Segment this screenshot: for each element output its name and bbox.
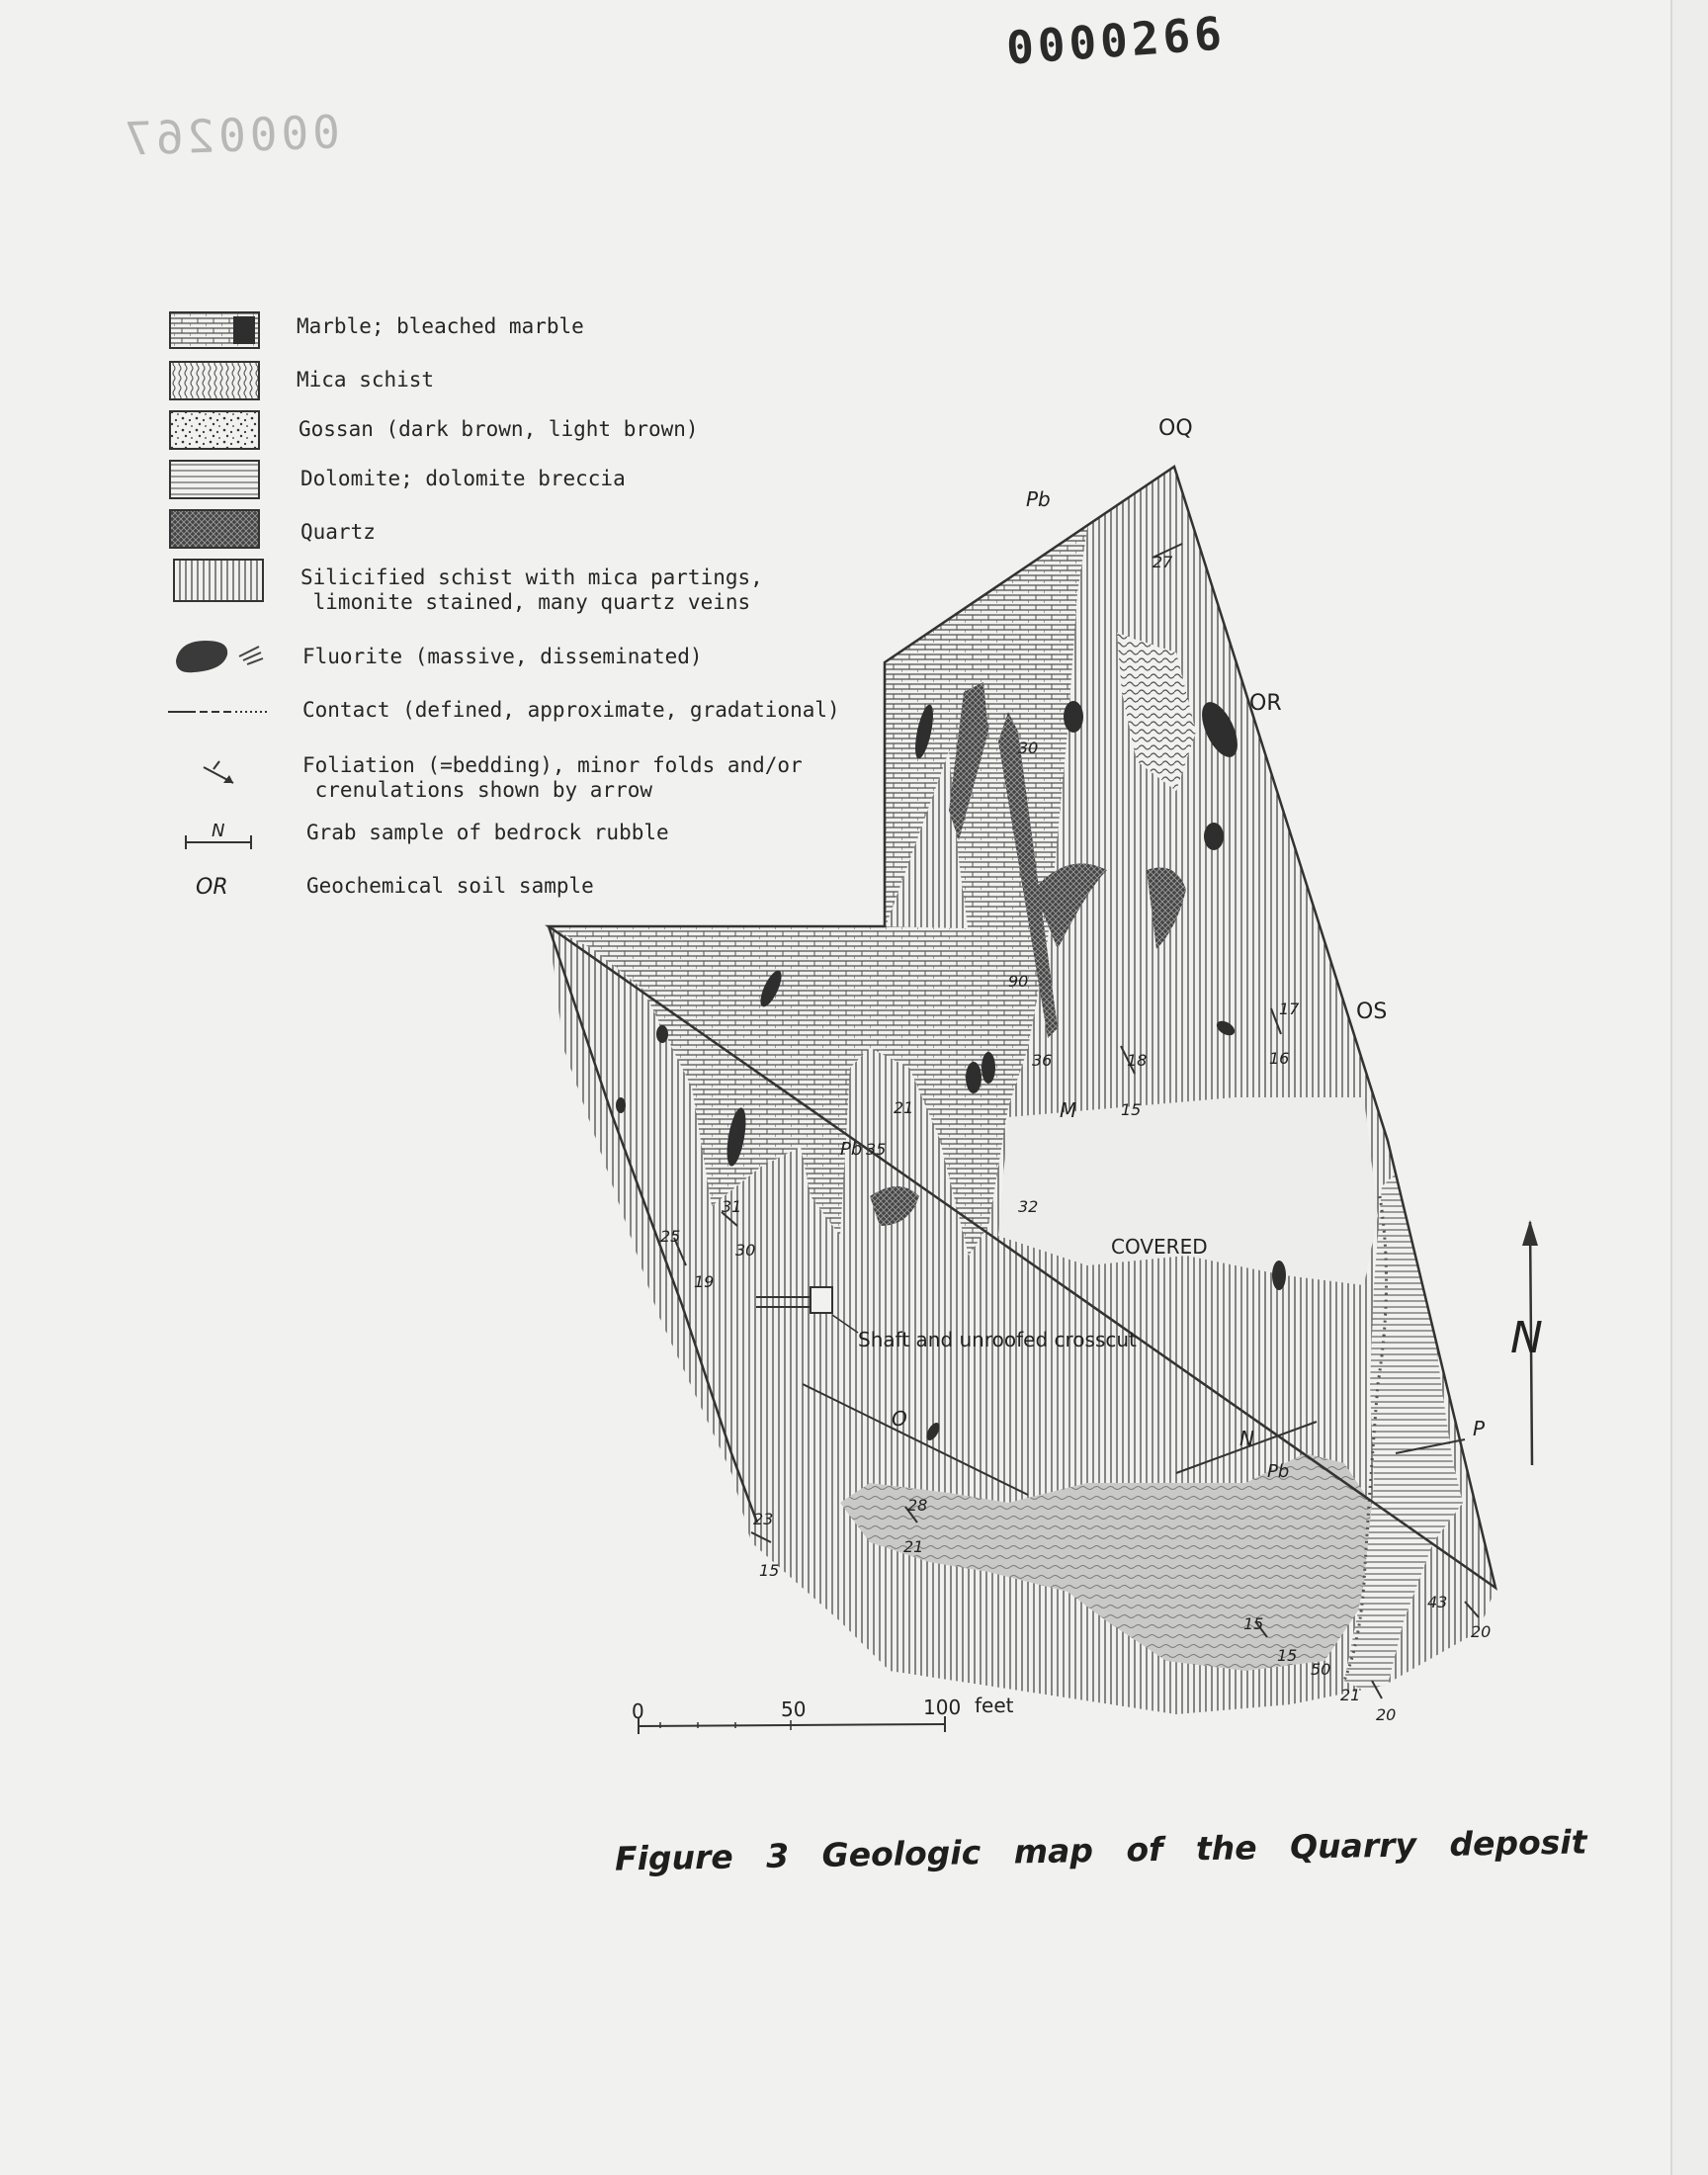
legend-grab-sample-letter: N <box>212 821 225 841</box>
legend-label-dolomite: Dolomite; dolomite breccia <box>300 467 626 490</box>
dip-value: 15 <box>1243 1614 1264 1633</box>
mineral-label-pb-north: Pb <box>1026 487 1051 511</box>
dip-value: 19 <box>694 1272 715 1291</box>
legend-swatch-fluorite-disseminated <box>239 647 263 664</box>
legend-swatch-quartz <box>170 510 259 548</box>
fluorite-pod <box>616 1097 626 1113</box>
dip-value: 36 <box>1032 1051 1053 1070</box>
document-number-stamp: 0000266 <box>1004 6 1228 75</box>
legend-label-soil-sample: Geochemical soil sample <box>306 874 594 898</box>
legend-label-foliation: Foliation (=bedding), minor folds and/or crenulations shown by arrow <box>302 753 803 802</box>
sample-line-label-o: O <box>892 1407 907 1431</box>
dip-value: 17 <box>1279 1000 1300 1018</box>
dip-value: 20 <box>1376 1705 1397 1724</box>
dip-value: 15 <box>759 1561 780 1580</box>
mineral-label-pb-west: Pb <box>840 1139 863 1160</box>
dip-value: 15 <box>1277 1646 1298 1665</box>
legend-swatch-dolomite <box>170 461 259 498</box>
bleed-through-stamp: 0000267 <box>120 105 341 166</box>
dip-value: 32 <box>1018 1197 1039 1216</box>
dip-value: 30 <box>735 1241 756 1260</box>
legend-label-quartz: Quartz <box>300 520 376 544</box>
dip-value: 18 <box>1127 1051 1148 1070</box>
dip-value: 28 <box>907 1496 928 1515</box>
legend-swatch-silicified-schist <box>174 560 263 601</box>
north-letter: N <box>1510 1313 1543 1363</box>
covered-label: COVERED <box>1111 1235 1208 1259</box>
dip-value: 15 <box>1121 1100 1142 1119</box>
legend-soil-sample-symbol: OR <box>196 875 228 900</box>
shaft-label: Shaft and unroofed crosscut <box>858 1328 1137 1351</box>
fluorite-pod <box>1272 1261 1286 1290</box>
dip-value: 30 <box>1018 739 1039 757</box>
legend-label-fluorite: Fluorite (massive, disseminated) <box>302 645 703 668</box>
fluorite-pod <box>656 1025 668 1043</box>
legend-swatch-mica-schist <box>170 362 259 399</box>
north-arrow <box>1510 1220 1543 1465</box>
soil-sample-s: OS <box>1356 1000 1388 1024</box>
sample-line-label-p: P <box>1473 1417 1486 1440</box>
legend-swatch-fluorite-massive <box>176 641 227 672</box>
fluorite-pod <box>1064 701 1083 733</box>
legend-label-gossan: Gossan (dark brown, light brown) <box>299 417 699 441</box>
legend <box>168 312 267 900</box>
legend-swatch-gossan <box>170 411 259 449</box>
dip-value: 35 <box>866 1140 887 1159</box>
scale-tick-100: 100 <box>923 1696 962 1719</box>
dip-value: 16 <box>1269 1049 1290 1068</box>
legend-label-contact: Contact (defined, approximate, gradational) <box>302 698 840 722</box>
sample-line-label-n: N <box>1239 1427 1254 1450</box>
legend-swatch-grab-sample <box>186 821 251 849</box>
legend-label-mica-schist: Mica schist <box>297 368 435 392</box>
fluorite-pod <box>966 1062 982 1093</box>
dip-value: 21 <box>903 1537 924 1556</box>
fluorite-pod <box>982 1052 995 1084</box>
dip-value: 25 <box>660 1227 681 1246</box>
dip-value: 50 <box>1311 1660 1331 1679</box>
dip-value: 90 <box>1008 972 1029 991</box>
legend-label-grab-sample: Grab sample of bedrock rubble <box>306 821 669 844</box>
dip-value: 43 <box>1427 1593 1448 1611</box>
dip-value: 27 <box>1153 553 1173 571</box>
scale-tick-0: 0 <box>632 1699 644 1723</box>
legend-label-silicified-schist: Silicified schist with mica partings, limonite stained, many quartz veins <box>300 566 763 614</box>
legend-label-marble: Marble; bleached marble <box>297 314 584 338</box>
dip-value: 23 <box>753 1510 774 1528</box>
soil-sample-q: OQ <box>1158 416 1193 441</box>
scale-unit: feet <box>975 1694 1014 1717</box>
scale-tick-50: 50 <box>781 1697 807 1721</box>
soil-sample-r: OR <box>1249 691 1282 716</box>
dip-value: 21 <box>1340 1686 1361 1704</box>
dip-value: 31 <box>722 1197 742 1216</box>
legend-swatch-foliation-arrow <box>204 761 233 783</box>
scale-bar <box>632 1694 1014 1734</box>
legend-swatch-bleached-marble <box>233 316 255 344</box>
mineral-label-pb-south: Pb <box>1267 1461 1290 1482</box>
fluorite-pod <box>1204 823 1224 850</box>
figure-caption: Figure 3 Geologic map of the Quarry deposit <box>614 1822 1587 1878</box>
mineral-label-m: M <box>1060 1098 1077 1122</box>
dip-value: 21 <box>894 1098 914 1117</box>
dip-value: 20 <box>1471 1622 1492 1641</box>
